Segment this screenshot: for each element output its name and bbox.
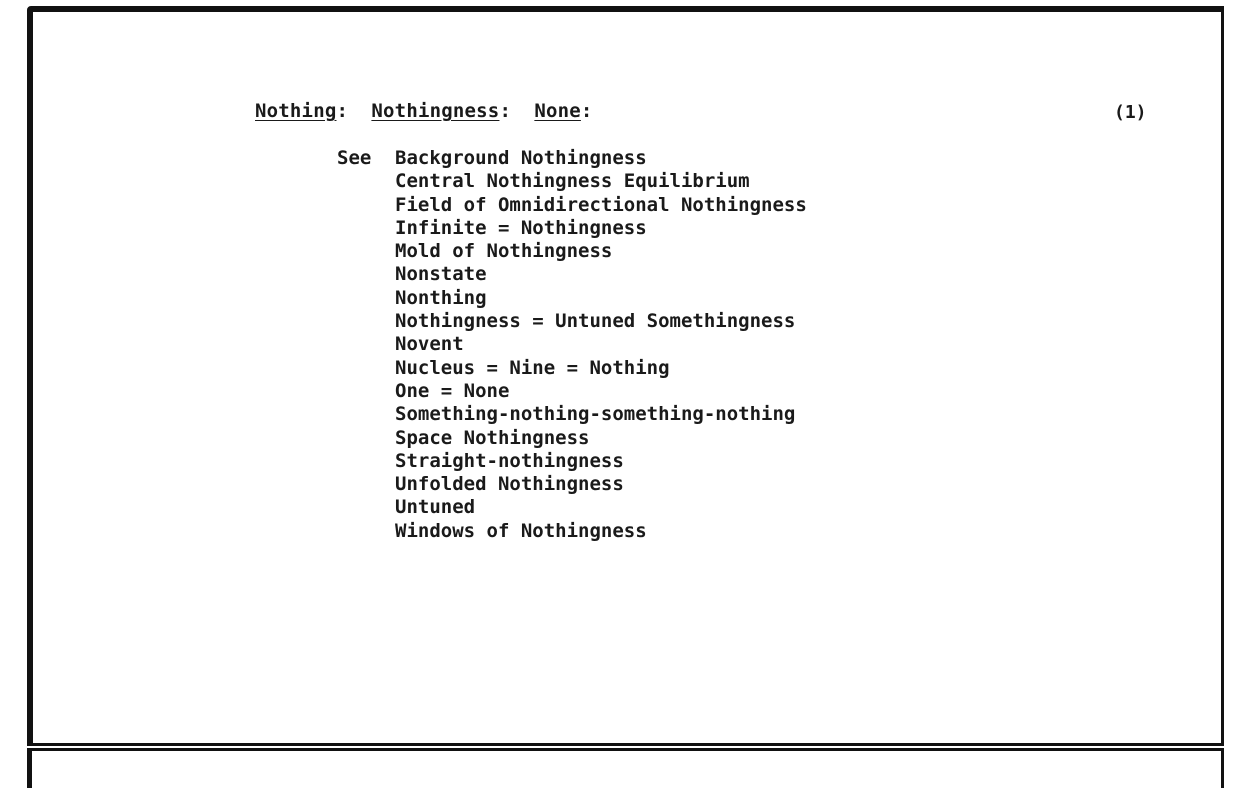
cross-reference-item: One = None [395, 379, 510, 402]
cross-reference-item: Nucleus = Nine = Nothing [395, 356, 670, 379]
cross-reference-item: Field of Omnidirectional Nothingness [395, 193, 807, 216]
card-number: (1) [1114, 102, 1147, 123]
cross-reference-item: Mold of Nothingness [395, 240, 613, 263]
cross-reference-item: Central Nothingness Equilibrium [395, 170, 750, 193]
cross-reference-item: Windows of Nothingness [395, 519, 647, 542]
heading-separator: : [580, 100, 593, 122]
cross-reference-item: Nonthing [395, 286, 487, 309]
heading-separator: : [336, 100, 349, 122]
cross-reference-item: Something-nothing-something-nothing [395, 403, 796, 426]
cross-reference-item: Infinite = Nothingness [395, 216, 647, 239]
card-heading [255, 100, 593, 122]
cross-reference-item: Background Nothingness [395, 147, 647, 169]
next-index-card-edge [27, 748, 1224, 788]
heading-separator: : [499, 100, 512, 122]
cross-reference-item: Straight-nothingness [395, 449, 624, 472]
heading-term-nothingness: Nothingness [371, 100, 500, 122]
cross-reference-item: Space Nothingness [395, 426, 590, 449]
heading-term-none: None [534, 100, 581, 122]
cross-reference-item: Novent [395, 333, 464, 356]
heading-term-nothing: Nothing [255, 100, 337, 122]
cross-reference-item: Untuned [395, 496, 476, 519]
cross-reference-item: Unfolded Nothingness [395, 473, 624, 496]
cross-reference-item: Nothingness = Untuned Somethingness [395, 310, 796, 333]
cross-reference-item: Nonstate [395, 263, 487, 286]
cross-reference-list [395, 147, 807, 543]
see-label: See [337, 147, 372, 169]
